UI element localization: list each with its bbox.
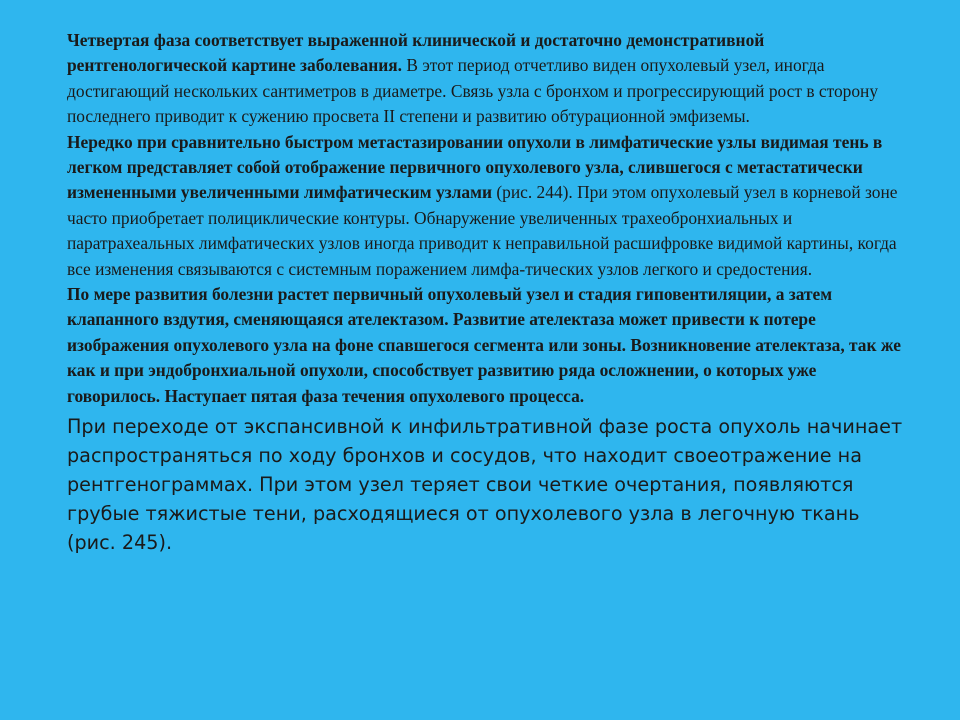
slide-content [67, 28, 907, 557]
paragraph-metastasis-bold: Нередко при сравнительно быстром метастазировании опухоли в лимфатические узлы видимая тень в легком представляет собой отображение первичного опухолевого узла, слившегося с метастатически измененными увеличенными лимфатическим узлами [67, 131, 883, 203]
paragraph-atelectasis [67, 282, 907, 409]
paragraph-phase-four [67, 28, 907, 130]
paragraph-infiltrative: При переходе от экспансивной к инфильтративной фазе роста опухоль начинает распространяться по ходу бронхов и сосудов, что находит своеотражение на рентгенограммах. При этом узел теряет свои четкие очертания, появляются грубые тяжистые тени, расходящиеся от опухолевого узла в легочную ткань (рис. 245). [67, 415, 903, 555]
paragraph-atelectasis-bold: По мере развития болезни растет первичный опухолевый узел и стадия гиповентиляции, а затем клапанного вздутия, сменяющаяся ателектазом. Развитие ателектаза может привести к потере изображения опухолевого узла на фоне спавшегося сегмента или зоны. Возникновение ателектаза, так же как и при эндобронхиальной опухоли, способствует развитию ряда осложнении, о которых уже говорилось. Наступает пятая фаза течения опухолевого процесса. [67, 284, 901, 406]
paragraph-phase-four-text: В этот период отчетливо виден опухолевый узел, иногда достигающий нескольких сантиметров в диаметре. Связь узла с бронхом и прогрессирующий рост в сторону последнего приводит к сужению просвета II степени и развитию обтурационной эмфиземы. [67, 55, 879, 127]
paragraph-phase-four-bold: Четвертая фаза соответствует выраженной клинической и достаточно демонстративной рентгенологической картине заболевания. [67, 30, 765, 76]
paragraph-metastasis [67, 130, 907, 282]
paragraph-metastasis-text: (рис. 244). При этом опухолевый узел в корневой зоне часто приобретает полициклические контуры. Обнаружение увеличенных трахеобронхиальных и паратрахеальных лимфатических узлов иногда приводит к неправильной расшифровке видимой картины, когда все изменения связываются с системным поражением лимфа-тических узлов легкого и средостения. [67, 182, 898, 279]
